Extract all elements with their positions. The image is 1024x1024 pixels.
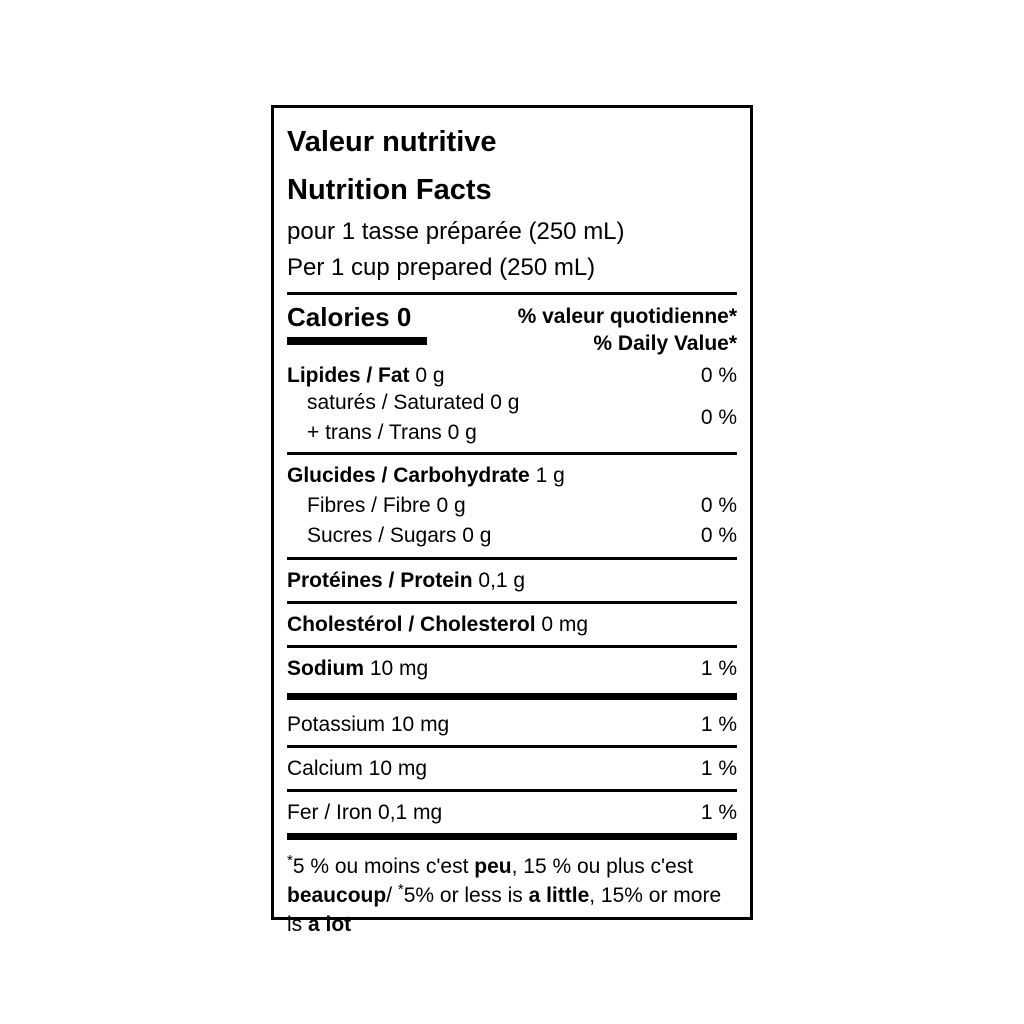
footnote-asterisk-fr: * [287, 852, 293, 869]
nutrient-row-saturated-trans [287, 388, 737, 452]
nutrient-row-sugars [287, 521, 737, 551]
cholesterol-name: Cholestérol / Cholesterol [287, 613, 536, 636]
fat-name-amount [287, 363, 445, 388]
footnote-fr-high: beaucoup [287, 884, 387, 907]
sugars-dv: 0 % [700, 524, 737, 547]
nutrient-row-sodium [287, 648, 737, 689]
nutrient-row-fibre [287, 491, 737, 521]
calories-dv-header-block [287, 303, 737, 357]
daily-value-header [518, 303, 737, 357]
calcium-dv: 1 % [700, 757, 737, 780]
calories-underline-bar [287, 337, 427, 345]
footnote-en-text2: , 15% or more is [287, 884, 722, 936]
trans-line: + trans / Trans 0 g [307, 421, 477, 444]
cholesterol-amount: 0 mg [541, 613, 589, 636]
carbohydrate-name: Glucides / Carbohydrate [287, 464, 530, 487]
footnote-en-low: a little [528, 884, 590, 907]
protein-amount: 0,1 g [478, 569, 526, 592]
carbohydrate-name-amount [287, 461, 565, 491]
nutrient-row-carbohydrate [287, 455, 737, 491]
saturated-trans-dv: 0 % [700, 406, 737, 429]
footnote-en-high: a lot [308, 913, 352, 936]
carbohydrate-section [287, 455, 737, 551]
calories-value: 0 [396, 302, 412, 332]
daily-value-header-fr: % valeur quotidienne* [517, 305, 737, 328]
cholesterol-name-amount [287, 612, 588, 637]
calories-label: Calories [287, 302, 390, 332]
nutrient-row-calcium [287, 748, 737, 789]
nutrient-row-iron [287, 792, 737, 833]
fat-dv: 0 % [700, 364, 737, 387]
nutrient-row-cholesterol [287, 604, 737, 645]
saturated-line: saturés / Saturated 0 g [307, 391, 520, 414]
saturated-trans-lines [287, 388, 519, 448]
calcium-name-amount: Calcium 10 mg [287, 757, 428, 780]
sodium-name-amount [287, 656, 428, 681]
nutrient-row-protein [287, 560, 737, 601]
calories-group [287, 303, 427, 345]
iron-dv: 1 % [700, 801, 737, 824]
footnote-fr-text1: 5 % ou moins c'est [292, 855, 475, 878]
footnote-slash: / [386, 884, 398, 907]
footnote-en-text1: 5% or less is [403, 884, 529, 907]
footnote-fr-text2: , 15 % ou plus c'est [511, 855, 694, 878]
footnote-fr-low: peu [474, 855, 512, 878]
footnote-asterisk-en: * [397, 881, 404, 898]
label-header [287, 118, 737, 286]
nutrition-facts-label [271, 105, 753, 936]
daily-value-footnote [287, 844, 737, 939]
fat-name: Lipides / Fat [287, 364, 410, 387]
sodium-name: Sodium [287, 657, 364, 680]
label-title-fr: Valeur nutritive [287, 126, 497, 158]
serving-size-fr: pour 1 tasse préparée (250 mL) [287, 218, 625, 245]
header-divider [287, 292, 737, 295]
nutrient-row-potassium [287, 704, 737, 745]
protein-name: Protéines / Protein [287, 569, 473, 592]
fat-amount: 0 g [415, 364, 445, 387]
sugars-name-amount: Sucres / Sugars 0 g [307, 524, 492, 547]
sodium-thick-bar [287, 693, 737, 700]
fibre-name-amount: Fibres / Fibre 0 g [307, 494, 466, 517]
potassium-name-amount: Potassium 10 mg [287, 713, 450, 736]
sodium-amount: 10 mg [369, 657, 429, 680]
iron-thick-bar [287, 833, 737, 840]
carbohydrate-amount: 1 g [535, 464, 565, 487]
iron-name-amount: Fer / Iron 0,1 mg [287, 801, 443, 824]
calories-text [287, 303, 427, 331]
nutrient-row-fat [287, 361, 737, 388]
daily-value-header-en: % Daily Value* [593, 332, 737, 355]
potassium-dv: 1 % [700, 713, 737, 736]
fibre-dv: 0 % [700, 494, 737, 517]
sodium-dv: 1 % [700, 657, 737, 680]
label-title-en: Nutrition Facts [287, 174, 492, 206]
protein-name-amount [287, 568, 525, 593]
serving-size-en: Per 1 cup prepared (250 mL) [287, 254, 596, 281]
